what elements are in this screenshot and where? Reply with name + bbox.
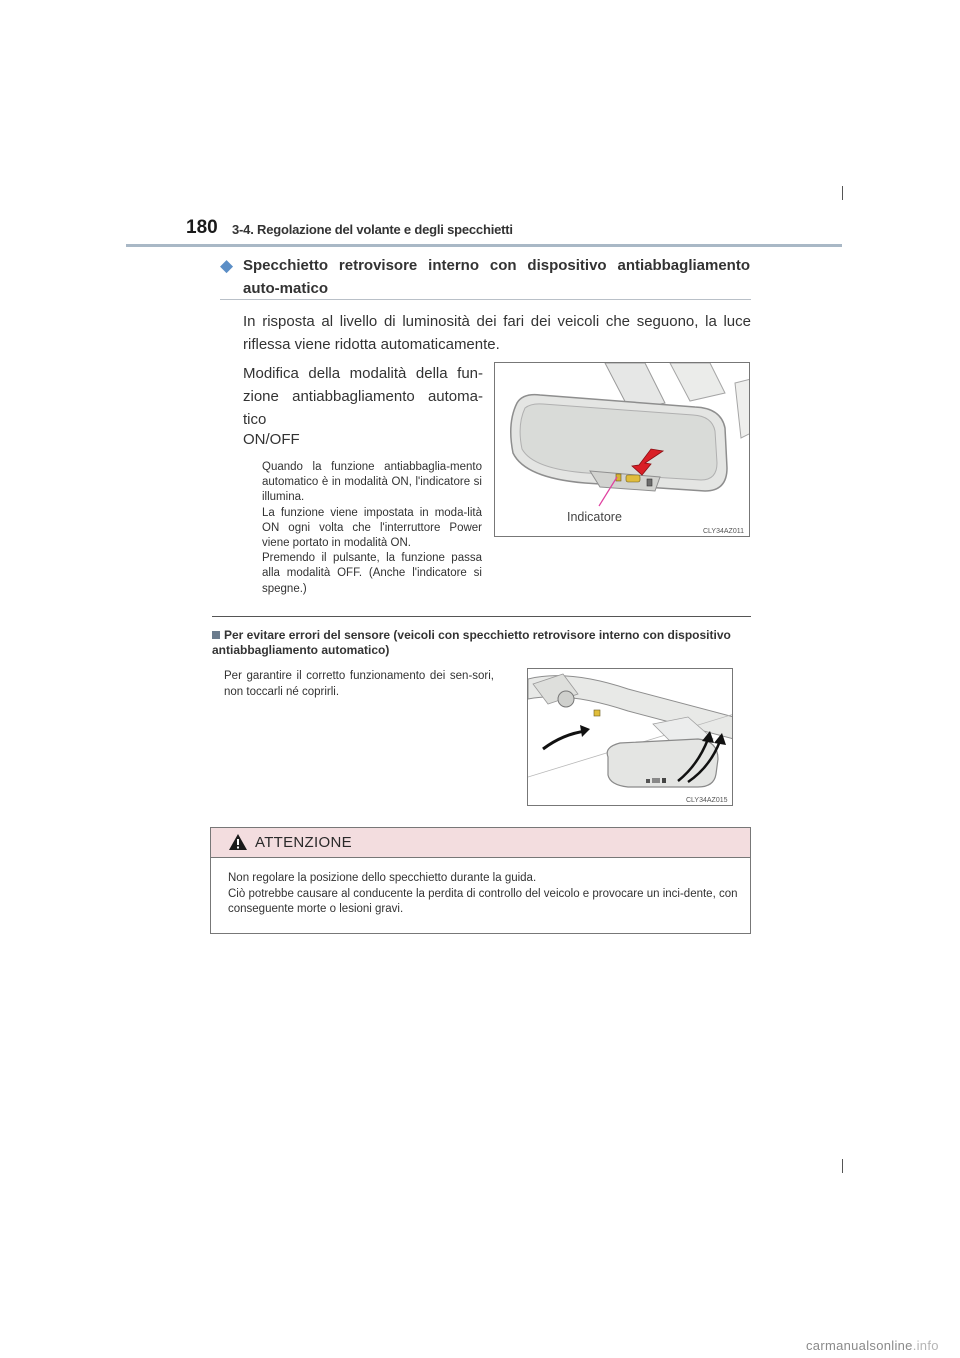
warning-triangle-icon (228, 833, 248, 851)
mirror-drawing (495, 363, 750, 537)
sensor-drawing (528, 669, 733, 806)
note-heading-text: Per evitare errori del sensore (veicoli con specchietto retrovisore interno con dispositivo antiabbagliamento automatico) (212, 628, 731, 657)
warning-box (210, 827, 751, 934)
figure-code: CLY34AZ011 (703, 528, 744, 535)
onoff-description-line: Quando la funzione antiabbaglia-mento automatico è in modalità ON, l'indicatore si illumina. (262, 461, 482, 504)
crop-mark-top (842, 186, 843, 200)
warning-line: Ciò potrebbe causare al conducente la perdita di controllo del veicolo e provocare un inci-dente, con conseguente morte o lesioni gravi. (228, 887, 738, 915)
section-rule (220, 299, 751, 300)
diamond-bullet-icon: ◆ (220, 256, 234, 275)
warning-line: Non regolare la posizione dello specchietto durante la guida. (228, 872, 537, 884)
note-heading (212, 628, 752, 658)
note-body: Per garantire il corretto funzionamento dei sen-sori, non toccarli né coprirli. (224, 670, 494, 698)
mode-change-label: Modifica della modalità della fun-zione antiabbagliamento automa-tico (243, 365, 483, 428)
onoff-description (262, 460, 482, 597)
watermark-suffix: .info (912, 1338, 939, 1353)
intro-paragraph: In risposta al livello di luminosità dei fari dei veicoli che seguono, la luce riflessa viene ridotta automaticamente. (243, 313, 751, 353)
section-divider (212, 616, 751, 617)
page-number: 180 (186, 217, 218, 238)
square-bullet-icon (212, 631, 220, 639)
header-rule (126, 244, 842, 247)
figure-code: CLY34AZ015 (686, 797, 728, 804)
crop-mark-bottom (842, 1159, 843, 1173)
mirror-illustration (494, 362, 750, 537)
onoff-description-line: La funzione viene impostata in moda-lità ON ogni volta che l'interruttore Power viene portato in modalità ON. (262, 506, 482, 550)
watermark-main: carmanualsonline (806, 1338, 913, 1353)
warning-header (211, 828, 750, 858)
onoff-label: ON/OFF (243, 431, 300, 448)
watermark-logo (806, 1338, 939, 1353)
onoff-description-line: Premendo il pulsante, la funzione passa alla modalità OFF. (Anche l'indicatore si spegne.) (262, 552, 482, 595)
warning-body (228, 871, 743, 918)
chapter-title: 3-4. Regolazione del volante e degli specchietti (232, 222, 513, 237)
warning-title: ATTENZIONE (255, 834, 352, 851)
indicator-callout: Indicatore (567, 510, 622, 524)
sensor-illustration (527, 668, 733, 806)
section-heading-text: Specchietto retrovisore interno con dispositivo antiabbagliamento auto-matico (243, 257, 750, 297)
